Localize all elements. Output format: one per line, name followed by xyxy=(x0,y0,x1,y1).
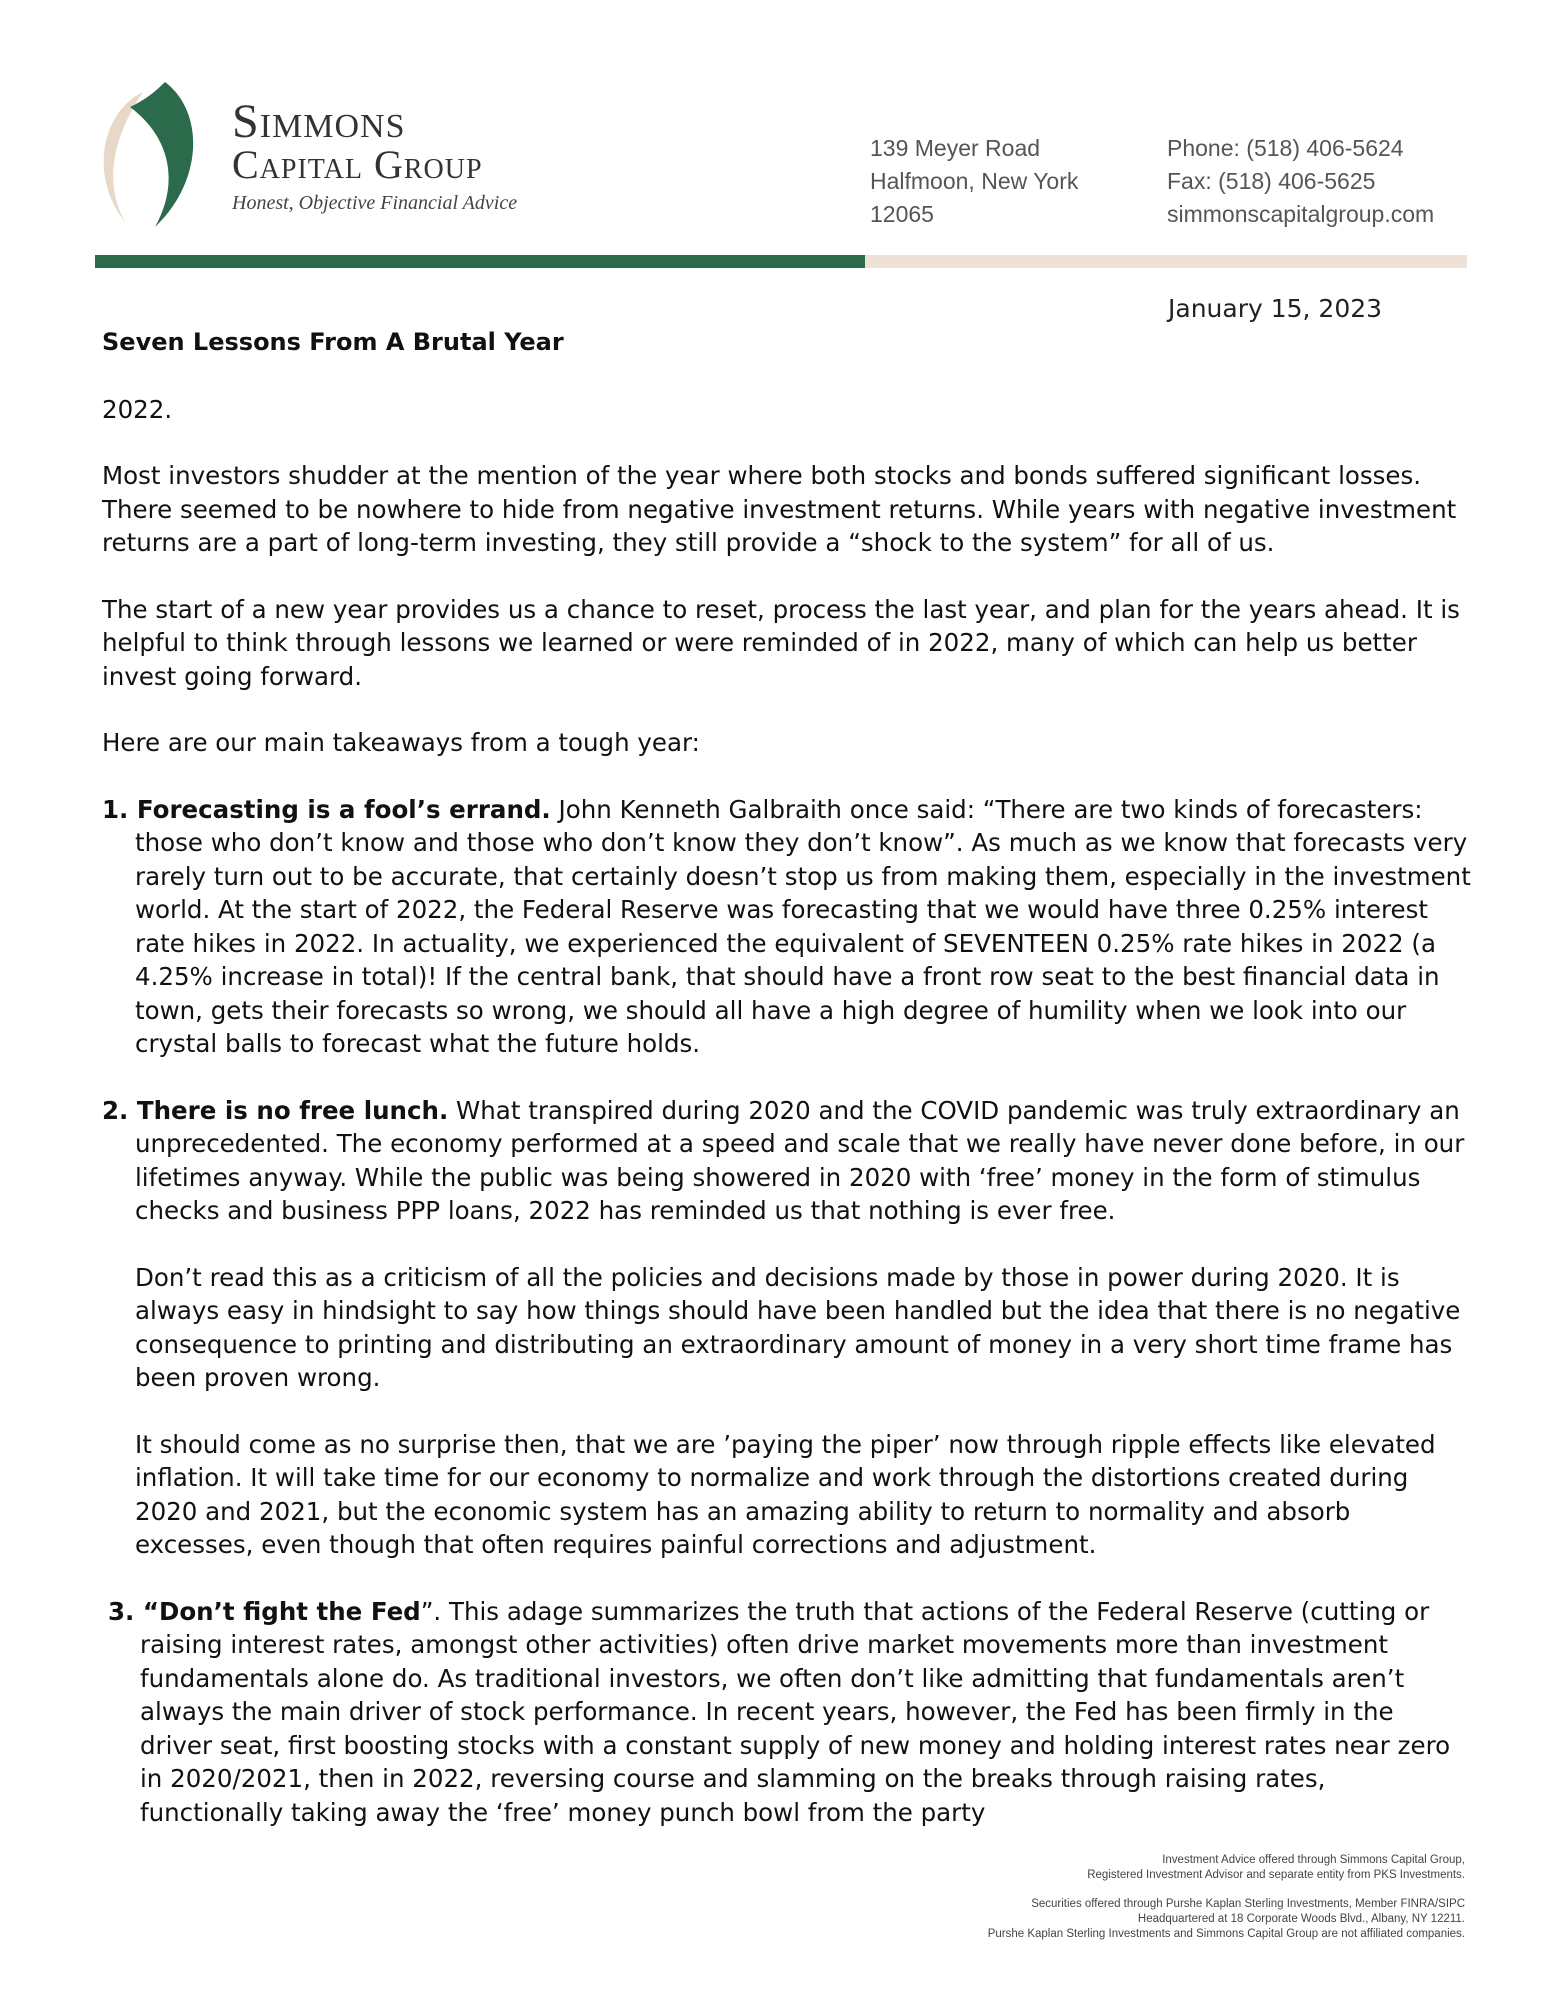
lesson-heading: 3. “Don’t fight the Fed xyxy=(108,1596,421,1626)
disclaimer-line: Purshe Kaplan Sterling Investments and Simmons Capital Group are not affiliated companies. xyxy=(987,1928,1465,1940)
lesson-1 xyxy=(102,793,1472,1061)
letterhead xyxy=(95,82,1465,272)
divider-green-segment xyxy=(95,255,865,268)
address-line: 12065 xyxy=(870,201,934,227)
paragraph: Most investors shudder at the mention of the year where both stocks and bonds suffered significant losses. There seemed to be nowhere to hide from negative investment returns. While years with negative investment returns are a part of long-term investing, they still provide a “shock to the system” for all of us. xyxy=(102,461,1457,557)
letter-title: Seven Lessons From A Brutal Year xyxy=(102,328,564,356)
letterhead-divider xyxy=(95,255,1467,268)
contact-info xyxy=(1167,132,1434,231)
paragraph: Here are our main takeaways from a tough year: xyxy=(102,728,700,757)
fax-number: Fax: (518) 406-5625 xyxy=(1167,168,1376,194)
company-name-line2: Capital Group xyxy=(232,142,483,187)
regulatory-disclaimer xyxy=(988,1853,1465,1942)
letter-body xyxy=(102,326,1472,1829)
letter-date: January 15, 2023 xyxy=(1168,294,1383,323)
lesson-continuation: It should come as no surprise then, that we are ’paying the piper’ now through ripple effects like elevated inflation. It will take time for our economy to normalize and work through the distortions created during 2020 and 2021, but the economic system has an amazing ability to return to normality and absorb excesses, even though that often requires painful corrections and adjustment. xyxy=(135,1429,1436,1559)
disclaimer-line: Securities offered through Purshe Kaplan Sterling Investments, Member FINRA/SIPC xyxy=(1031,1898,1465,1910)
address-line: Halfmoon, New York xyxy=(870,168,1079,194)
lesson-text: What transpired during 2020 and the COVID pandemic was truly extraordinary an unprecedented. The economy performed at a speed and scale that we really have never done before, in our lifetimes anyway. While the public was being showered in 2020 with ‘free’ money in the form of stimulus checks and business PPP loans, 2022 has reminded us that nothing is ever free. xyxy=(135,1095,1465,1225)
company-logo-icon xyxy=(95,82,205,230)
lesson-heading: 2. There is no free lunch. xyxy=(102,1095,449,1125)
disclaimer-line: Headquartered at 18 Corporate Woods Blvd., Albany, NY 12211. xyxy=(1137,1913,1465,1925)
paragraph: 2022. xyxy=(102,394,173,424)
company-name: Simmons xyxy=(232,95,406,148)
disclaimer-line: Registered Investment Advisor and separate entity from PKS Investments. xyxy=(1087,1869,1465,1881)
lesson-text: ”. This adage summarizes the truth that actions of the Federal Reserve (cutting or raising interest rates, amongst other activities) often drive market movements more than investment fundamentals alone do. As traditional investors, we often don’t like admitting that fundamentals aren’t always the main driver of stock performance. In recent years, however, the Fed has been firmly in the driver seat, first boosting stocks with a constant supply of new money and holding interest rates near zero in 2020/2021, then in 2022, reversing course and slamming on the breaks through raising rates, functionally taking away the ‘free’ money punch bowl from the party xyxy=(140,1596,1451,1827)
disclaimer-line: Investment Advice offered through Simmons Capital Group, xyxy=(1162,1854,1465,1866)
company-tagline: Honest, Objective Financial Advice xyxy=(232,192,518,214)
lesson-heading: 1. Forecasting is a fool’s errand. xyxy=(102,794,551,824)
lesson-text: John Kenneth Galbraith once said: “There are two kinds of forecasters: those who don’t know and those who don’t know they don’t know”. As much as we know that forecasts very rarely turn out to be accurate, that certainly doesn’t stop us from making them, especially in the investment world. At the start of 2022, the Federal Reserve was forecasting that we would have three 0.25% interest rate hikes in 2022. In actuality, we experienced the equivalent of SEVENTEEN 0.25% rate hikes in 2022 (a 4.25% increase in total)! If the central bank, that should have a front row seat to the best financial data in town, gets their forecasts so wrong, we should all have a high degree of humility when we look into our crystal balls to forecast what the future holds. xyxy=(135,794,1471,1058)
divider-tan-segment xyxy=(865,255,1467,268)
website-link[interactable]: simmonscapitalgroup.com xyxy=(1167,201,1435,227)
lesson-2 xyxy=(102,1094,1472,1228)
address-line: 139 Meyer Road xyxy=(870,135,1041,161)
brand-block xyxy=(232,95,518,215)
phone-number: Phone: (518) 406-5624 xyxy=(1167,135,1404,161)
lesson-3 xyxy=(102,1595,1472,1830)
mailing-address xyxy=(870,132,1078,231)
lesson-continuation: Don’t read this as a criticism of all the policies and decisions made by those in power during 2020. It is always easy in hindsight to say how things should have been handled but the idea that there is no negative consequence to printing and distributing an extraordinary amount of money in a very short time frame has been proven wrong. xyxy=(135,1262,1461,1392)
paragraph: The start of a new year provides us a chance to reset, process the last year, and plan for the years ahead. It is helpful to think through lessons we learned or were reminded of in 2022, many of which can help us better invest going forward. xyxy=(102,594,1460,691)
